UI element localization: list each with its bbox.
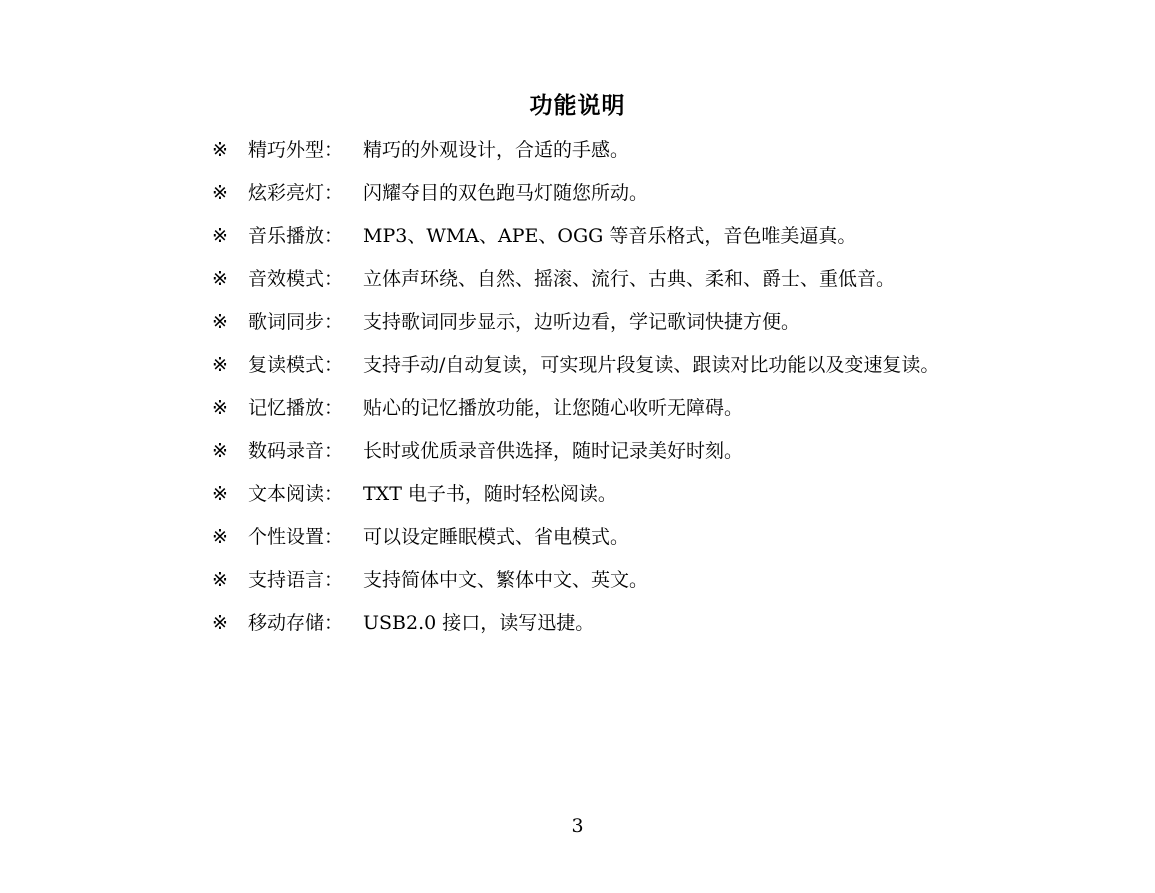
list-item bbox=[212, 387, 952, 430]
reference-mark-icon: ※ bbox=[212, 526, 228, 548]
reference-mark-icon: ※ bbox=[212, 483, 228, 505]
feature-term: 个性设置： bbox=[248, 526, 344, 548]
feature-description: TXT 电子书，随时轻松阅读。 bbox=[363, 483, 617, 505]
feature-term: 文本阅读： bbox=[248, 483, 344, 505]
feature-list bbox=[212, 129, 952, 645]
feature-term: 炫彩亮灯： bbox=[248, 182, 344, 204]
list-item bbox=[212, 430, 952, 473]
feature-description: 闪耀夺目的双色跑马灯随您所动。 bbox=[363, 182, 649, 204]
feature-term: 记忆播放： bbox=[248, 397, 344, 419]
reference-mark-icon: ※ bbox=[212, 440, 228, 462]
page-title: 功能说明 bbox=[529, 92, 626, 119]
list-item bbox=[212, 344, 952, 387]
feature-term: 移动存储： bbox=[248, 612, 344, 634]
reference-mark-icon: ※ bbox=[212, 612, 228, 634]
page-number: 3 bbox=[571, 815, 584, 837]
feature-description: USB2.0 接口，读写迅捷。 bbox=[363, 612, 595, 634]
feature-description: 支持手动/自动复读，可实现片段复读、跟读对比功能以及变速复读。 bbox=[363, 354, 940, 376]
list-item bbox=[212, 129, 952, 172]
feature-description: 长时或优质录音供选择，随时记录美好时刻。 bbox=[363, 440, 744, 462]
list-item bbox=[212, 559, 952, 602]
list-item bbox=[212, 516, 952, 559]
list-item bbox=[212, 301, 952, 344]
feature-term: 音效模式： bbox=[248, 268, 344, 290]
feature-term: 数码录音： bbox=[248, 440, 344, 462]
feature-term: 歌词同步： bbox=[248, 311, 344, 333]
list-item bbox=[212, 258, 952, 301]
feature-term: 复读模式： bbox=[248, 354, 344, 376]
feature-description: 精巧的外观设计，合适的手感。 bbox=[363, 139, 630, 161]
reference-mark-icon: ※ bbox=[212, 569, 228, 591]
feature-term: 精巧外型： bbox=[248, 139, 344, 161]
feature-description: 支持简体中文、繁体中文、英文。 bbox=[363, 569, 649, 591]
feature-description: 支持歌词同步显示，边听边看，学记歌词快捷方便。 bbox=[363, 311, 801, 333]
feature-term: 支持语言： bbox=[248, 569, 344, 591]
reference-mark-icon: ※ bbox=[212, 397, 228, 419]
feature-description: 可以设定睡眠模式、省电模式。 bbox=[363, 526, 630, 548]
reference-mark-icon: ※ bbox=[212, 268, 228, 290]
reference-mark-icon: ※ bbox=[212, 182, 228, 204]
reference-mark-icon: ※ bbox=[212, 354, 228, 376]
feature-description: 立体声环绕、自然、摇滚、流行、古典、柔和、爵士、重低音。 bbox=[363, 268, 896, 290]
feature-description: 贴心的记忆播放功能，让您随心收听无障碍。 bbox=[363, 397, 744, 419]
list-item bbox=[212, 473, 952, 516]
list-item bbox=[212, 172, 952, 215]
list-item bbox=[212, 602, 952, 645]
feature-term: 音乐播放： bbox=[248, 225, 344, 247]
feature-description: MP3、WMA、APE、OGG 等音乐格式，音色唯美逼真。 bbox=[363, 225, 857, 247]
reference-mark-icon: ※ bbox=[212, 311, 228, 333]
list-item bbox=[212, 215, 952, 258]
reference-mark-icon: ※ bbox=[212, 225, 228, 247]
reference-mark-icon: ※ bbox=[212, 139, 228, 161]
